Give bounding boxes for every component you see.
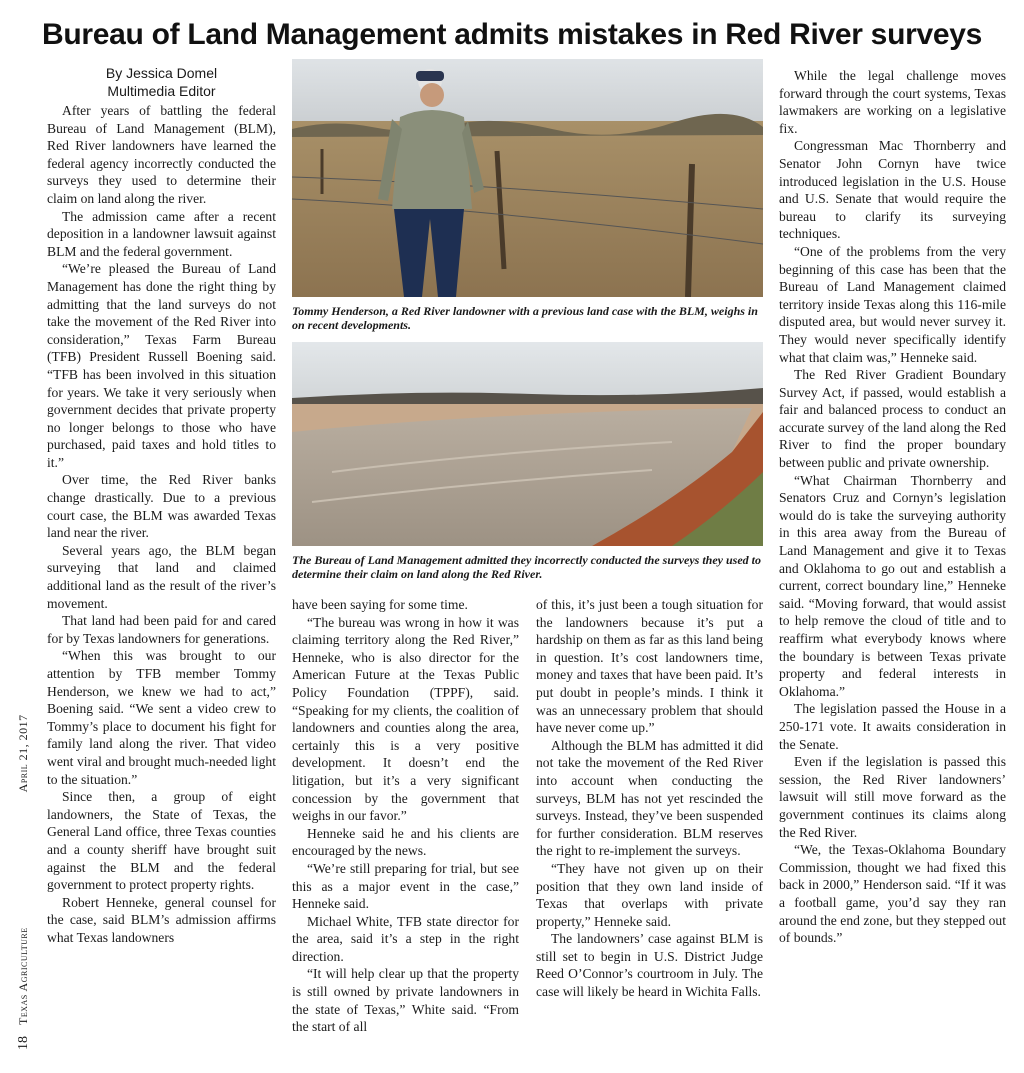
page-folio <box>16 714 32 1050</box>
paragraph: The legislation passed the House in a 250-171 vote. It awaits consideration in the Senate. <box>779 701 1006 752</box>
paragraph: While the legal challenge moves forward through the court systems, Texas lawmakers are working on a legislative fix. <box>779 68 1006 136</box>
paragraph: That land had been paid for and cared for by Texas landowners for generations. <box>47 613 276 646</box>
paragraph: Since then, a group of eight landowners, the State of Texas, the General Land office, three Texas counties and a county sheriff have brought suit against the BLM and the federal government to protect property rights. <box>47 789 276 893</box>
paragraph: The landowners’ case against BLM is still set to begin in U.S. District Judge Reed O’Connor’s courtroom in July. The case will likely be heard in Wichita Falls. <box>536 931 763 1000</box>
photo-red-river <box>292 342 763 546</box>
paragraph: “When this was brought to our attention by TFB member Tommy Henderson, we knew we had to act,” Boening said. “We sent a video crew to Tommy’s place to document his fight for family land along the river. That video went viral and brought much-needed light to the situation.” <box>47 648 276 787</box>
paragraph: “One of the problems from the very beginning of this case has been that the Bureau of Land Management claimed territory inside Texas along this 116-mile disputed area, but would never survey it. They would never specifically identify what that claim was,” Henneke said. <box>779 243 1006 365</box>
paragraph: Even if the legislation is passed this session, the Red River landowners’ lawsuit will still move forward as the government continues its claims along the Red River. <box>779 754 1006 840</box>
river-photo-illustration <box>292 342 763 546</box>
publication-name: Texas Agriculture <box>16 927 30 1025</box>
paragraph: Congressman Mac Thornberry and Senator John Cornyn have twice introduced legislation in the U.S. House and U.S. Senate that would require the bureau to clarify its surveying techniques. <box>779 138 1006 242</box>
paragraph: After years of battling the federal Bureau of Land Management (BLM), Red River landowners have learned the federal agency incorrectly conducted the surveys they used to determine their claim on land along the river. <box>47 103 276 206</box>
headline: Bureau of Land Management admits mistakes in Red River surveys <box>41 18 983 51</box>
article-column-3 <box>536 596 763 1001</box>
paragraph: “It will help clear up that the property is still owned by private landowners in the state of Texas,” White said. “From the start of all <box>292 966 519 1035</box>
paragraph: Although the BLM has admitted it did not take the movement of the Red River into account when conducting the surveys, BLM has not yet rescinded the surveys. Instead, they’ve been suspended for further consideration. BLM reserves the right to re-implement the surveys. <box>536 737 763 859</box>
article-column-4 <box>779 67 1006 947</box>
photo-landowner <box>292 59 763 297</box>
landowner-photo-illustration <box>292 59 763 297</box>
paragraph: “We, the Texas-Oklahoma Boundary Commission, thought we had fixed this back in 2000,” Henderson said. “If it was a football game, you’d say they ran around the end zone, but they stepped out of bounds.” <box>779 842 1006 946</box>
byline-title: Multimedia Editor <box>107 83 216 99</box>
paragraph: The Red River Gradient Boundary Survey Act, if passed, would establish a fair and balanced process to conduct an accurate survey of the land along the Red River to find the proper boundary between public and private ownership. <box>779 367 1006 471</box>
paragraph: Michael White, TFB state director for the area, said it’s a step in the right direction. <box>292 913 519 964</box>
byline-author: By Jessica Domel <box>105 65 218 81</box>
paragraph: “The bureau was wrong in how it was claiming territory along the Red River,” Henneke, who is also director for the American Future at the Texas Public Policy Foundation (TPPF), said. “Speaking for my clients, the coalition of landowners and counties along the area, certainly this is a very positive development. It doesn’t end the litigation, but it’s a very significant concession by the government that weighs in our favor.” <box>292 614 519 824</box>
photo-caption-2: The Bureau of Land Management admitted they incorrectly conducted the surveys they used to determine their claim on land along the Red River. <box>292 553 761 581</box>
issue-date: April 21, 2017 <box>16 714 30 793</box>
paragraph: Robert Henneke, general counsel for the case, said BLM’s admission affirms what Texas landowners <box>47 894 276 945</box>
paragraph: Henneke said he and his clients are encouraged by the news. <box>292 825 519 859</box>
byline <box>47 64 276 100</box>
paragraph: Over time, the Red River banks change drastically. Due to a previous court case, the BLM was awarded Texas land near the river. <box>47 472 276 541</box>
article-column-1 <box>47 102 276 947</box>
paragraph: “What Chairman Thornberry and Senators Cruz and Cornyn’s legislation would do is take the surveying authority in this area away from the Bureau of Land Management and give it to Texas and Oklahoma to go out and establish a current, correct boundary line,” Henneke said. “Moving forward, that would assist to help remove the cloud of title and to reaffirm what everybody knows where the boundary is between Texas private property and federal interests in Oklahoma.” <box>779 472 1006 699</box>
paragraph: of this, it’s just been a tough situation for the landowners because it’s put a hardship on them as far as this land being in question. It’s cost landowners time, money and taxes that have been paid. It’s put doubt in people’s minds. I think it was an unnecessary problem that should have never come up.” <box>536 597 763 736</box>
paragraph: have been saying for some time. <box>292 597 468 612</box>
paragraph: “We’re still preparing for trial, but see this as a major event in the case,” Henneke said. <box>292 860 519 912</box>
article-column-2 <box>292 596 519 1036</box>
paragraph: Several years ago, the BLM began surveying that land and claimed additional land as the result of the river’s movement. <box>47 542 276 611</box>
paragraph: “We’re pleased the Bureau of Land Management has done the right thing by admitting that the land surveys do not take the movement of the Red River into consideration,” Texas Farm Bureau (TFB) President Russell Boening said. “TFB has been involved in this situation for years. We take it very seriously when government decides that private property no longer belongs to those who have purchased, paid taxes and hold titles to it.” <box>47 261 276 470</box>
photo-caption-1: Tommy Henderson, a Red River landowner with a previous land case with the BLM, weighs in on recent developments. <box>292 304 758 332</box>
paragraph: The admission came after a recent deposition in a landowner lawsuit against BLM and the federal government. <box>47 208 276 259</box>
paragraph: “They have not given up on their position that they own land inside of Texas that overlaps with private property,” Henneke said. <box>536 860 763 929</box>
page-number: 18 <box>16 1036 31 1050</box>
